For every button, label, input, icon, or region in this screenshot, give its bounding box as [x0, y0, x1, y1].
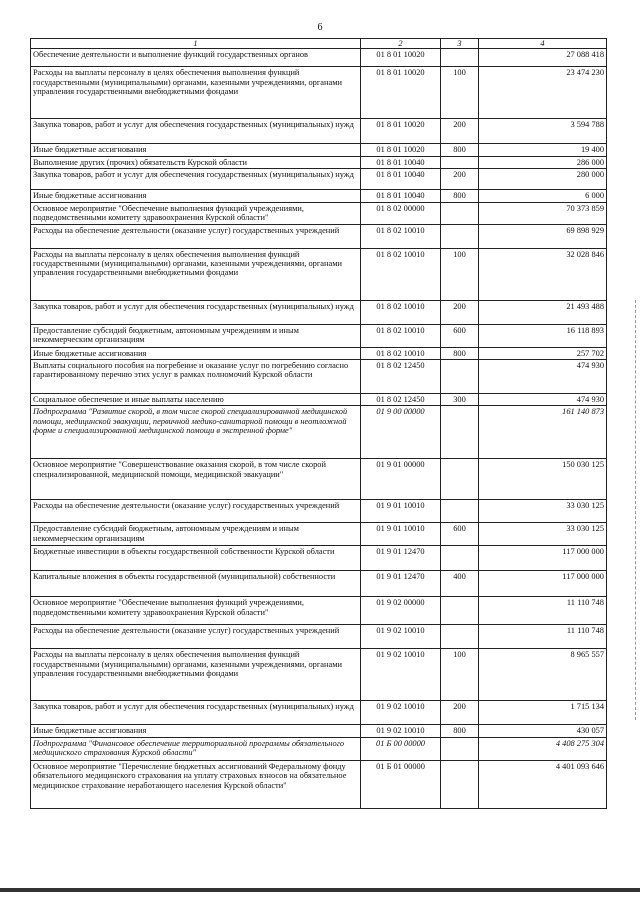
row-amount: 430 057	[479, 725, 607, 737]
row-code: 01 9 02 10010	[361, 725, 441, 737]
table-row	[31, 701, 607, 725]
row-amount: 33 030 125	[479, 523, 607, 546]
row-name: Основное мероприятие "Обеспечение выполнения функций учреждениями, подведомственными комитету здравоохранения Курской области"	[31, 597, 361, 625]
row-expense-type: 600	[441, 324, 479, 347]
row-amount: 4 401 093 646	[479, 760, 607, 808]
row-amount: 4 408 275 304	[479, 737, 607, 760]
row-name: Основное мероприятие "Обеспечение выполнения функций учреждениями, подведомственными комитету здравоохранения Курской области"	[31, 202, 361, 224]
row-code: 01 8 01 10040	[361, 190, 441, 202]
row-amount: 257 702	[479, 347, 607, 359]
header-col-4: 4	[479, 39, 607, 49]
row-expense-type: 200	[441, 701, 479, 725]
row-amount: 21 493 488	[479, 300, 607, 324]
table-row	[31, 394, 607, 406]
row-name: Закупка товаров, работ и услуг для обеспечения государственных (муниципальных) нужд	[31, 169, 361, 190]
row-amount: 1 715 134	[479, 701, 607, 725]
row-name: Иные бюджетные ассигнования	[31, 725, 361, 737]
row-expense-type: 800	[441, 725, 479, 737]
row-code: 01 8 01 10020	[361, 119, 441, 144]
header-col-1: 1	[31, 39, 361, 49]
row-amount: 32 028 846	[479, 248, 607, 300]
row-code: 01 8 02 10010	[361, 300, 441, 324]
row-name: Основное мероприятие "Совершенствование оказания скорой, в том числе скорой специализированной, медицинской помощи, медицинской эвакуации"	[31, 459, 361, 500]
row-expense-type: 300	[441, 394, 479, 406]
row-amount: 33 030 125	[479, 500, 607, 523]
row-name: Выполнение других (прочих) обязательств Курской области	[31, 156, 361, 168]
row-code: 01 9 01 10010	[361, 500, 441, 523]
row-amount: 280 000	[479, 169, 607, 190]
row-name: Расходы на выплаты персоналу в целях обеспечения выполнения функций государственными (муниципальными) органами, казенными учреждениями, органами управления государственными внебюджетными фондами	[31, 649, 361, 701]
row-amount: 150 030 125	[479, 459, 607, 500]
row-amount: 70 373 859	[479, 202, 607, 224]
table-row	[31, 571, 607, 597]
row-name: Подпрограмма "Развитие скорой, в том числе скорой специализированной медицинской помощи, медицинской эвакуации, первичной медико-санитарной помощи в неотложной форме и специализированной медицинской помощи в экстренной форме"	[31, 406, 361, 459]
row-name: Расходы на обеспечение деятельности (оказание услуг) государственных учреждений	[31, 500, 361, 523]
row-code: 01 9 01 12470	[361, 546, 441, 571]
row-code: 01 8 02 10010	[361, 224, 441, 248]
table-row	[31, 760, 607, 808]
row-amount: 11 110 748	[479, 625, 607, 649]
table-row	[31, 190, 607, 202]
row-code: 01 Б 00 00000	[361, 737, 441, 760]
row-code: 01 9 01 12470	[361, 571, 441, 597]
row-code: 01 9 01 00000	[361, 459, 441, 500]
row-amount: 286 000	[479, 156, 607, 168]
row-expense-type: 100	[441, 67, 479, 119]
row-code: 01 8 01 10020	[361, 144, 441, 156]
row-name: Социальное обеспечение и иные выплаты населению	[31, 394, 361, 406]
row-name: Иные бюджетные ассигнования	[31, 190, 361, 202]
row-code: 01 Б 01 00000	[361, 760, 441, 808]
row-expense-type	[441, 406, 479, 459]
scan-bottom-edge	[0, 888, 640, 892]
row-amount: 117 000 000	[479, 571, 607, 597]
table-row	[31, 67, 607, 119]
table-row	[31, 169, 607, 190]
row-expense-type: 100	[441, 248, 479, 300]
row-code: 01 8 02 10010	[361, 347, 441, 359]
table-row	[31, 625, 607, 649]
row-code: 01 8 01 10020	[361, 67, 441, 119]
row-expense-type: 800	[441, 347, 479, 359]
table-row	[31, 49, 607, 67]
row-code: 01 8 02 10010	[361, 248, 441, 300]
header-col-2: 2	[361, 39, 441, 49]
table-row	[31, 500, 607, 523]
table-row	[31, 546, 607, 571]
row-name: Подпрограмма "Финансовое обеспечение территориальной программы обязательного медицинского страхования Курской области"	[31, 737, 361, 760]
table-row	[31, 725, 607, 737]
row-code: 01 8 01 10040	[361, 169, 441, 190]
row-name: Обеспечение деятельности и выполнение функций государственных органов	[31, 49, 361, 67]
row-code: 01 8 01 10040	[361, 156, 441, 168]
row-expense-type	[441, 625, 479, 649]
row-name: Расходы на обеспечение деятельности (оказание услуг) государственных учреждений	[31, 224, 361, 248]
scan-edge-marks	[634, 300, 636, 720]
row-amount: 3 594 788	[479, 119, 607, 144]
row-expense-type	[441, 737, 479, 760]
table-row	[31, 156, 607, 168]
row-name: Иные бюджетные ассигнования	[31, 144, 361, 156]
budget-table	[30, 38, 607, 809]
table-row	[31, 649, 607, 701]
header-row	[31, 39, 607, 49]
row-name: Капитальные вложения в объекты государственной (муниципальной) собственности	[31, 571, 361, 597]
table-row	[31, 360, 607, 394]
row-code: 01 8 02 00000	[361, 202, 441, 224]
row-name: Иные бюджетные ассигнования	[31, 347, 361, 359]
row-expense-type: 200	[441, 300, 479, 324]
row-expense-type: 600	[441, 523, 479, 546]
row-name: Выплаты социального пособия на погребение и оказание услуг по погребению согласно гарантированному перечню этих услуг в рамках полномочий Курской области	[31, 360, 361, 394]
row-expense-type	[441, 49, 479, 67]
row-code: 01 9 02 10010	[361, 625, 441, 649]
row-expense-type	[441, 156, 479, 168]
row-amount: 23 474 230	[479, 67, 607, 119]
row-expense-type: 200	[441, 119, 479, 144]
row-amount: 19 400	[479, 144, 607, 156]
row-amount: 27 088 418	[479, 49, 607, 67]
table-row	[31, 144, 607, 156]
table-row	[31, 300, 607, 324]
table-row	[31, 119, 607, 144]
table-row	[31, 324, 607, 347]
row-expense-type: 400	[441, 571, 479, 597]
row-name: Закупка товаров, работ и услуг для обеспечения государственных (муниципальных) нужд	[31, 300, 361, 324]
row-expense-type	[441, 360, 479, 394]
row-code: 01 9 02 00000	[361, 597, 441, 625]
row-expense-type: 800	[441, 144, 479, 156]
header-col-3: 3	[441, 39, 479, 49]
row-code: 01 8 01 10020	[361, 49, 441, 67]
row-amount: 474 930	[479, 394, 607, 406]
row-expense-type	[441, 760, 479, 808]
row-expense-type	[441, 224, 479, 248]
table-row	[31, 737, 607, 760]
row-name: Закупка товаров, работ и услуг для обеспечения государственных (муниципальных) нужд	[31, 701, 361, 725]
row-name: Расходы на выплаты персоналу в целях обеспечения выполнения функций государственными (муниципальными) органами, казенными учреждениями, органами управления государственными внебюджетными фондами	[31, 248, 361, 300]
row-amount: 474 930	[479, 360, 607, 394]
row-expense-type: 100	[441, 649, 479, 701]
row-expense-type: 200	[441, 169, 479, 190]
row-expense-type	[441, 202, 479, 224]
row-amount: 11 110 748	[479, 597, 607, 625]
row-name: Закупка товаров, работ и услуг для обеспечения государственных (муниципальных) нужд	[31, 119, 361, 144]
row-name: Расходы на выплаты персоналу в целях обеспечения выполнения функций государственными (муниципальными) органами, казенными учреждениями, органами управления государственными внебюджетными фондами	[31, 67, 361, 119]
row-amount: 117 000 000	[479, 546, 607, 571]
table-row	[31, 406, 607, 459]
row-amount: 8 965 557	[479, 649, 607, 701]
table-row	[31, 224, 607, 248]
table-row	[31, 347, 607, 359]
row-expense-type	[441, 500, 479, 523]
table-row	[31, 523, 607, 546]
page-number: 6	[317, 22, 323, 33]
row-code: 01 9 00 00000	[361, 406, 441, 459]
table-row	[31, 597, 607, 625]
table-body	[31, 49, 607, 808]
row-expense-type: 800	[441, 190, 479, 202]
row-name: Предоставление субсидий бюджетным, автономным учреждениям и иным некоммерческим организациям	[31, 523, 361, 546]
row-code: 01 9 02 10010	[361, 701, 441, 725]
row-code: 01 9 02 10010	[361, 649, 441, 701]
row-code: 01 8 02 12450	[361, 360, 441, 394]
row-code: 01 8 02 10010	[361, 324, 441, 347]
row-expense-type	[441, 597, 479, 625]
table-row	[31, 202, 607, 224]
row-amount: 16 118 893	[479, 324, 607, 347]
row-code: 01 9 01 10010	[361, 523, 441, 546]
row-amount: 69 898 929	[479, 224, 607, 248]
row-name: Расходы на обеспечение деятельности (оказание услуг) государственных учреждений	[31, 625, 361, 649]
row-code: 01 8 02 12450	[361, 394, 441, 406]
row-name: Основное мероприятие "Перечисление бюджетных ассигнований Федеральному фонду обязательного медицинского страхования на уплату страховых взносов на обязательное медицинское страхование неработающего населения Курской области"	[31, 760, 361, 808]
table-row	[31, 248, 607, 300]
row-amount: 161 140 873	[479, 406, 607, 459]
row-expense-type	[441, 546, 479, 571]
row-expense-type	[441, 459, 479, 500]
table-row	[31, 459, 607, 500]
row-amount: 6 000	[479, 190, 607, 202]
row-name: Бюджетные инвестиции в объекты государственной собственности Курской области	[31, 546, 361, 571]
row-name: Предоставление субсидий бюджетным, автономным учреждениям и иным некоммерческим организациям	[31, 324, 361, 347]
